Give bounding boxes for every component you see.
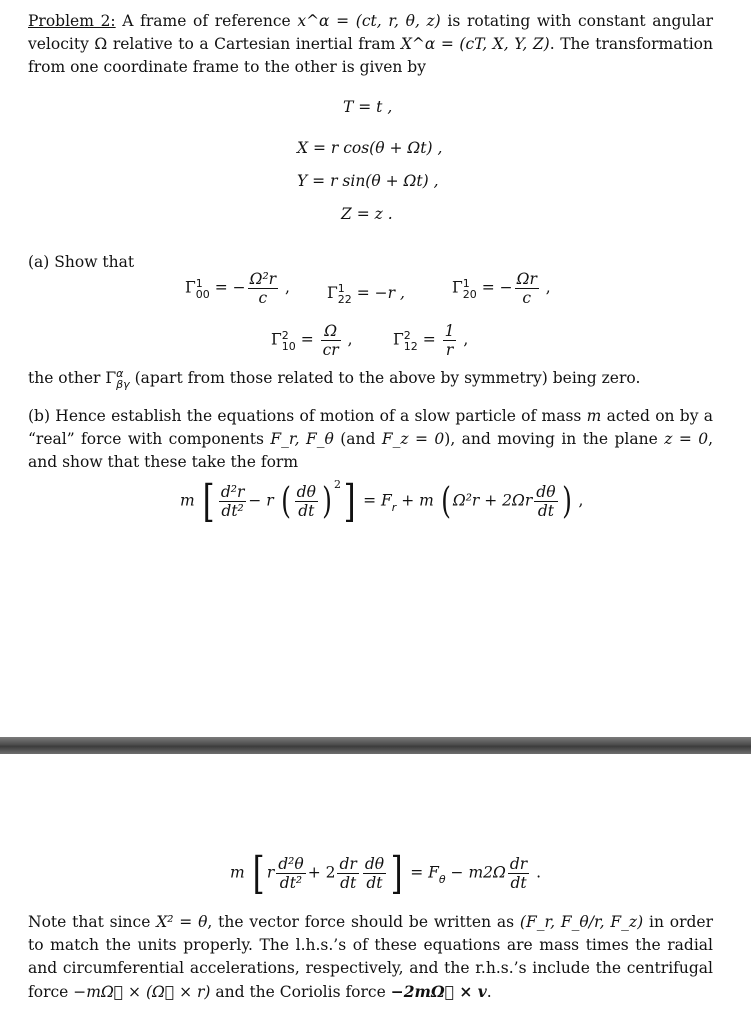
note-vector: (F_r, F_θ/r, F_z) bbox=[519, 913, 644, 931]
g122-rhs: = −r , bbox=[356, 284, 405, 302]
eq1-comma: , bbox=[578, 491, 584, 510]
frame-coords: x^α = (ct, r, θ, z) bbox=[297, 12, 441, 30]
part-a-other: the other Γ α βγ (apart from those related to the above by symmetry) being zero. bbox=[28, 367, 641, 391]
eq2-r: r bbox=[266, 863, 275, 882]
eq2-theta-sub: θ bbox=[438, 872, 446, 886]
part-b-text-5: , and show that these take the form bbox=[28, 430, 714, 471]
eq1-square: 2 bbox=[333, 477, 341, 491]
mass-m: m bbox=[586, 407, 602, 425]
omega-symbol: Ω bbox=[94, 35, 108, 53]
eq1-dtheta-2: dθ bbox=[536, 483, 556, 501]
problem-text-a: A frame of reference bbox=[115, 12, 298, 30]
transform-X: X = r cos(θ + Ωt) , bbox=[297, 139, 443, 157]
note-text-3: in order to match the units properly. The l.h.s.’s of these equations are mass times the radial and circumferential accelerations, respectively, and the r.h.s.’s include the centrifugal force bbox=[28, 913, 713, 1001]
problem-statement bbox=[28, 10, 713, 79]
g212-num: 1 bbox=[444, 322, 455, 340]
g212-den: r bbox=[443, 340, 457, 359]
christoffel-2-12: Γ 2 12 = $\frac{1}{r}$ , bbox=[393, 322, 469, 359]
part-b-text-4: ), and moving in the plane bbox=[444, 430, 665, 448]
eq1-dt: dt bbox=[295, 501, 318, 520]
note-coriolis: −2mΩ⃗ × v bbox=[390, 982, 487, 1001]
eq2-Ftheta: = F bbox=[410, 863, 439, 882]
transform-Z: Z = z . bbox=[341, 205, 393, 223]
eq1-d2r: d²r bbox=[220, 483, 245, 501]
inertial-coords: X^α = (cT, X, Y, Z) bbox=[400, 35, 550, 53]
eq2-dtheta: dθ bbox=[364, 855, 385, 873]
part-b-text-2: acted on by a “real” force with components bbox=[28, 407, 713, 448]
transform-T: T = t , bbox=[343, 98, 393, 116]
eq1-r-sub: r bbox=[391, 500, 397, 514]
equation-angular: m [ r $\frac{\text{d²θ}}{\text{dt²}}$ + 2 $\frac{dr}{dt}$ $\frac{d\theta}{dt}$ ] = $F_\theta - m2\Omega$ $\frac{dr}{dt}$ . bbox=[230, 848, 542, 899]
eq1-plus-m: + m bbox=[401, 491, 434, 510]
note-text-4: and the Coriolis force bbox=[210, 983, 391, 1001]
g100-den: c bbox=[248, 288, 278, 307]
other-text-a: the other bbox=[28, 369, 106, 387]
note-paragraph bbox=[28, 911, 713, 1004]
christoffel-2-10: Γ 2 10 = $\frac{\Omega}{cr}$ , bbox=[271, 322, 353, 359]
problem-text-b: is rotating with constant angular velocity bbox=[28, 12, 713, 53]
eq2-dr: dr bbox=[339, 855, 357, 873]
eq1-Fr: = F bbox=[363, 491, 392, 510]
note-centrifugal: −mΩ⃗ × (Ω⃗ × r) bbox=[73, 983, 211, 1001]
other-text-b: (apart from those related to the above by symmetry) being zero. bbox=[129, 369, 641, 387]
transform-Y: Y = r sin(θ + Ωt) , bbox=[297, 172, 439, 190]
force-Fz: F_z = 0 bbox=[381, 430, 445, 448]
force-Fr: F_r, bbox=[270, 430, 300, 448]
christoffel-1-00: Γ 1 00 = − $\frac{\text{Ω²r}}{c}$ , bbox=[185, 270, 290, 307]
part-b-text bbox=[28, 405, 713, 474]
eq2-dr-2: dr bbox=[509, 855, 528, 873]
christoffel-1-20: Γ 1 20 = − $\frac{\Omega r}{c}$ , bbox=[452, 270, 551, 307]
note-text-5: . bbox=[486, 983, 492, 1001]
eq2-dot: . bbox=[536, 863, 542, 882]
eq2-minus: − m2Ω bbox=[445, 863, 506, 882]
eq2-dt-2: dt bbox=[363, 873, 386, 892]
eq2-dt: dt bbox=[337, 873, 358, 892]
eq2-d2theta: d²θ bbox=[278, 855, 304, 873]
g120-num: Ωr bbox=[516, 270, 537, 288]
eq2-dt-3: dt bbox=[508, 873, 529, 892]
eq1-dt2: dt² bbox=[219, 501, 247, 520]
plane-z: z = 0 bbox=[664, 430, 709, 448]
eq2-plus2: + 2 bbox=[307, 863, 336, 882]
part-a-label: (a) Show that bbox=[28, 253, 135, 271]
part-b-text-3: (and bbox=[333, 430, 382, 448]
equation-radial: m [ $\frac{\text{d²r}}{\text{dt²}}$ − r ( $\frac{d\theta}{dt}$ ) $^2] = F_r + m$ ( Ω²r + 2Ωr $\frac{d\theta}{dt}$ ) , bbox=[180, 476, 584, 527]
eq1-minus-r: − r bbox=[248, 491, 274, 510]
note-x2: X² = θ bbox=[156, 913, 208, 931]
note-text-1: Note that since bbox=[28, 913, 157, 931]
g100-num: Ω²r bbox=[249, 270, 277, 288]
eq1-dt-2: dt bbox=[534, 501, 557, 520]
christoffel-1-22: Γ 1 22 = −r , bbox=[327, 282, 405, 306]
eq1-omega-terms: Ω²r + 2Ωr bbox=[452, 491, 533, 510]
problem-text-c: relative to a Cartesian inertial fram bbox=[107, 35, 401, 53]
note-text-2: , the vector force should be written as bbox=[207, 913, 520, 931]
eq2-m: m bbox=[230, 863, 245, 882]
g120-den: c bbox=[515, 288, 539, 307]
problem-text-d: . The transformation from one coordinate frame to the other is given by bbox=[28, 35, 713, 76]
eq2-dt2: dt² bbox=[276, 873, 305, 892]
problem-label: Problem 2: bbox=[28, 12, 116, 30]
eq1-dtheta: dθ bbox=[296, 483, 316, 501]
force-Ftheta: F_θ bbox=[305, 430, 334, 448]
page-divider bbox=[0, 737, 751, 754]
g210-num: Ω bbox=[324, 322, 338, 340]
eq1-m: m bbox=[180, 491, 195, 510]
g210-den: cr bbox=[322, 341, 339, 359]
part-b-text-1: (b) Hence establish the equations of motion of a slow particle of mass bbox=[28, 407, 587, 425]
